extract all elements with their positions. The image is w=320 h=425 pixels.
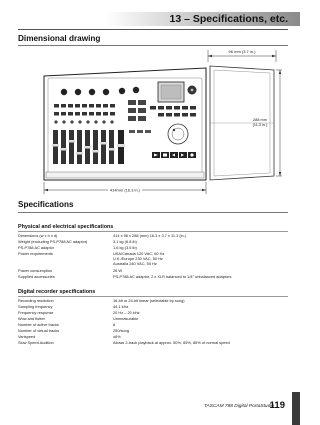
physical-specs-heading: Physical and electrical specifications	[18, 224, 114, 230]
spec-label: Number of active tracks	[18, 322, 59, 327]
spec-value: 1.6 kg (3.5 lb)	[113, 245, 137, 250]
digital-specs-heading: Digital recorder specifications	[18, 289, 96, 295]
spec-label: Frequency response	[18, 310, 54, 315]
jog-wheel	[168, 124, 188, 144]
depth-label: 96 mm (3.7 in.)	[228, 49, 256, 54]
spec-label: Dimensions (w x h x d)	[18, 233, 58, 238]
spec-value: PS-P788 AC adaptor, 2 x XLR balanced to 1/4" unbalanced adaptors	[113, 274, 232, 279]
spec-value: 26 W	[113, 268, 123, 273]
spec-label: Power consumption	[18, 268, 53, 273]
spec-value: Unmeasurable	[113, 316, 139, 321]
spec-label: Number of virtual tracks	[18, 328, 60, 333]
spec-value: 20 Hz – 20 kHz	[113, 310, 140, 315]
spec-label: Varispeed	[18, 334, 36, 339]
side-tab	[292, 392, 300, 425]
page-number: 119	[269, 400, 285, 411]
spec-label: Slow Speed Audition	[18, 340, 54, 345]
physical-specs-rule	[18, 231, 288, 232]
height-label-line2: (11.3 in.)	[252, 123, 268, 127]
digital-specs-rule	[18, 296, 288, 297]
footer-product-title: TASCAM 788 Digital PortaStudio	[203, 404, 274, 409]
spec-value: USA/Canada 120 VAC, 60 Hz U.K./Europe 230 VAC, 50 Hz Australia 240 VAC, 50 Hz	[113, 251, 165, 267]
spec-value: Allows 2-track playback at approx. 50%, 65%, 85% of normal speed	[113, 340, 230, 345]
spec-value: 3.1 kg (6.8 lb)	[113, 239, 137, 244]
width-label: 414mm (16.3 in.)	[109, 187, 141, 193]
spec-value: 8	[113, 322, 116, 327]
height-label-line1: 288 mm	[253, 118, 267, 122]
spec-label: Wow and flutter	[18, 316, 45, 321]
spec-label: PS-P788 AC adaptor	[18, 245, 55, 250]
spec-value: ±6%	[113, 334, 121, 339]
spec-label: Supplied accessories	[18, 274, 55, 279]
spec-value: 414 x 96 x 288 (mm) 16.3 x 3.7 x 11.3 (in.)	[113, 233, 187, 238]
spec-label: Weight (excluding PS-P788 AC adaptor)	[18, 239, 88, 244]
spec-value: 16-bit or 24-bit linear (selectable by song)	[113, 298, 185, 303]
spec-value: 44.1 kHz	[113, 304, 129, 309]
dimensional-drawing	[38, 48, 284, 196]
spec-label: Power requirements	[18, 251, 53, 256]
spec-value: 250/song	[113, 328, 130, 333]
spec-label: Recording resolution	[18, 298, 54, 303]
specifications-rule	[18, 212, 288, 213]
dimensional-drawing-heading: Dimensional drawing	[18, 34, 101, 43]
spec-label: Sampling frequency	[18, 304, 53, 309]
transport-buttons	[152, 152, 196, 158]
chapter-title: 13 – Specifications, etc.	[169, 13, 288, 25]
specifications-heading: Specifications	[18, 200, 74, 209]
header-rule	[18, 29, 288, 30]
dimensional-drawing-rule	[18, 45, 288, 46]
